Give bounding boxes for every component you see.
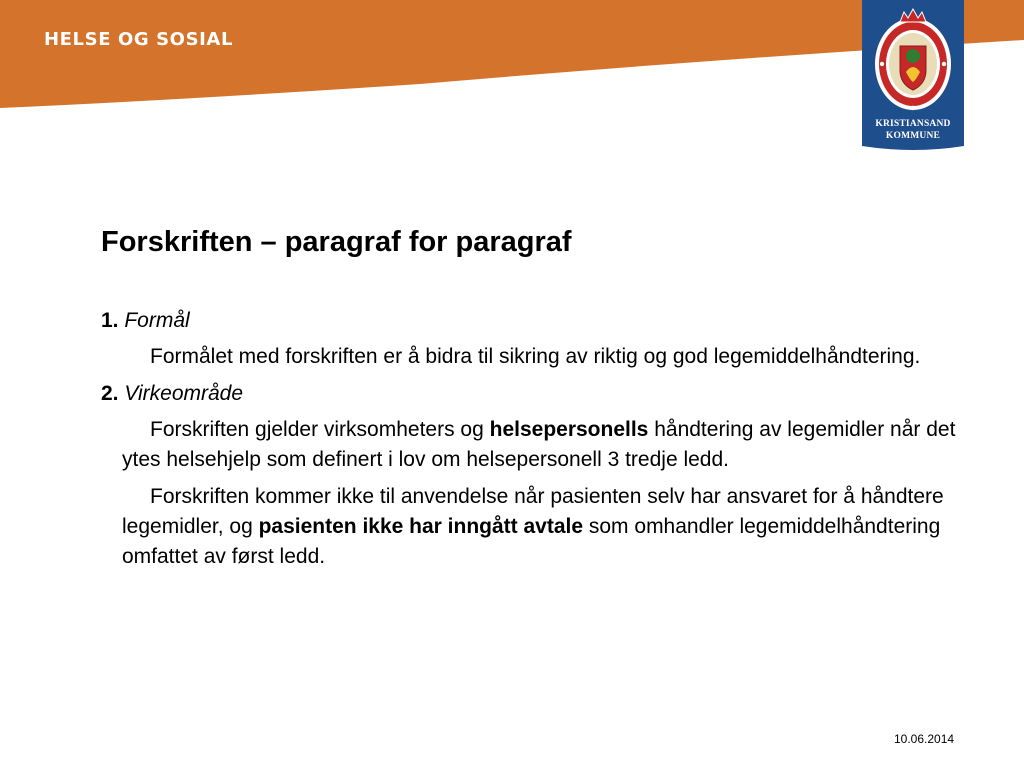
section-title-2: Virkeområde — [124, 382, 244, 405]
slide-title: Forskriften – paragraf for paragraf — [101, 226, 572, 258]
section-heading-2 — [101, 379, 961, 409]
section-number-1: 1. — [101, 309, 119, 332]
footer-date: 10.06.2014 — [894, 732, 955, 746]
kristiansand-kommune-logo — [862, 0, 964, 152]
section-2-paragraph-2 — [101, 482, 961, 572]
paragraph-text: Forskriften gjelder virksomheters og — [150, 418, 490, 441]
coat-of-arms-icon — [862, 0, 964, 152]
paragraph-emphasis: helsepersonells — [489, 418, 649, 441]
section-title-1: Formål — [124, 309, 190, 332]
paragraph-emphasis: pasienten ikke har inngått avtale — [258, 515, 584, 538]
slide-content — [101, 306, 961, 579]
section-heading-1 — [101, 306, 961, 336]
paragraph-text: Forskriften kommer ikke til anvendelse når pasienten selv har ansvaret for å håndtere legemidler, og — [122, 485, 944, 538]
paragraph-text: som omhandler legemiddelhåndtering omfattet av først ledd. — [122, 515, 941, 568]
logo-text-line2: KOMMUNE — [885, 131, 941, 141]
logo-text-line1: KRISTIANSAND — [875, 119, 951, 129]
section-1-paragraph-1 — [101, 342, 961, 372]
paragraph-text: håndtering av legemidler når det ytes helsehjelp som definert i lov om helsepersonell 3 tredje ledd. — [122, 418, 956, 471]
header-label: HELSE OG SOSIAL — [44, 29, 234, 50]
paragraph-text: Formålet med forskriften er å bidra til sikring av riktig og god legemiddelhåndtering. — [150, 345, 921, 368]
section-2-paragraph-1 — [101, 415, 961, 475]
section-number-2: 2. — [101, 382, 119, 405]
